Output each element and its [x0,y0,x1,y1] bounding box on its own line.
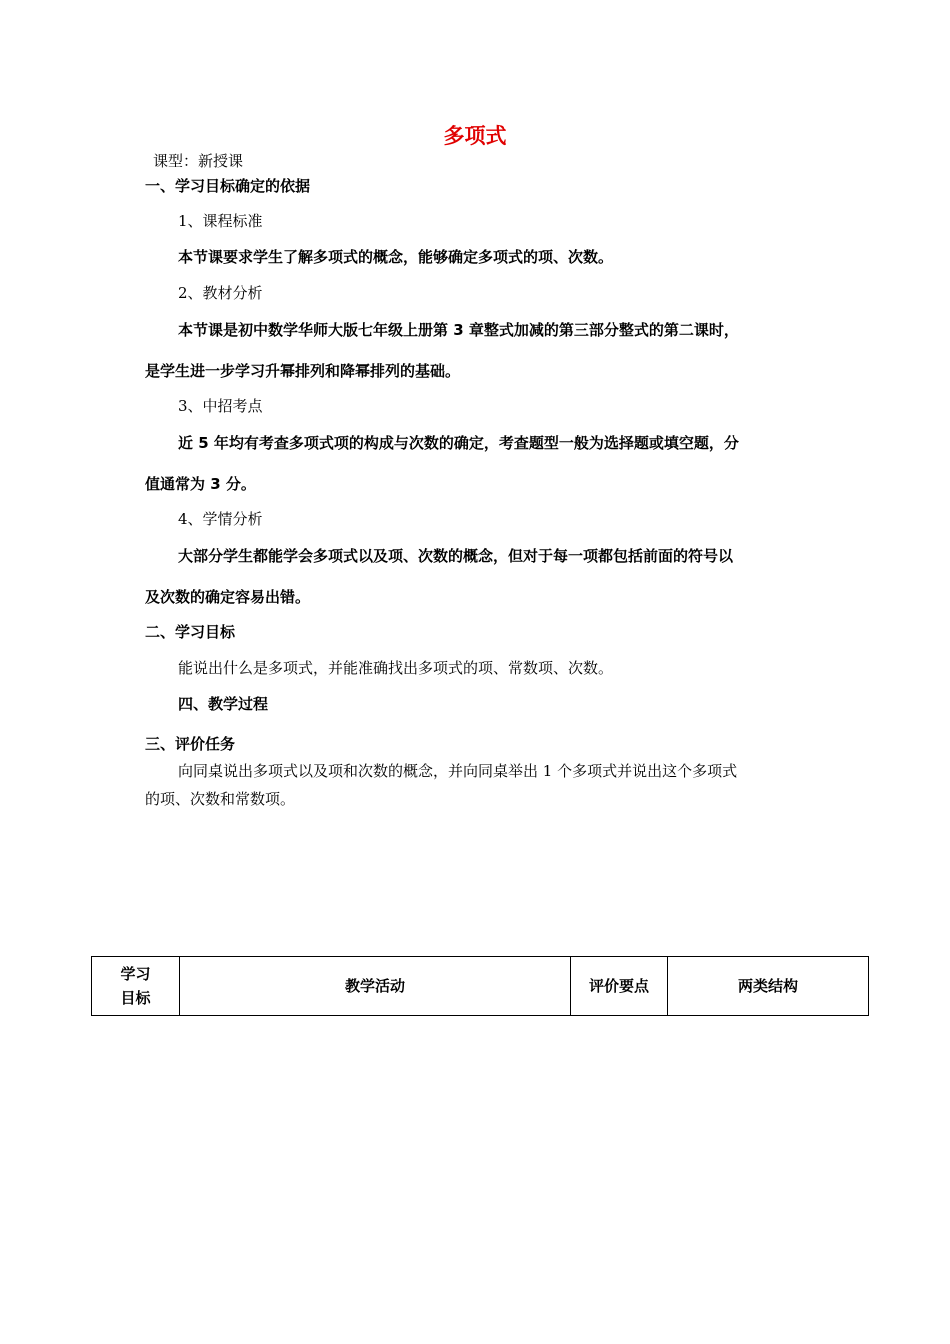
header-learning-goal: 学习 目标 [92,957,180,1016]
sub1-label: 1、课程标准 [178,212,263,230]
section1-heading: 一、学习目标确定的依据 [145,177,311,195]
section4-heading: 四、教学过程 [178,695,269,713]
sub1-text: 本节课要求学生了解多项式的概念，能够确定多项式的项、次数。 [178,248,614,266]
sub2-label: 2、教材分析 [178,284,263,302]
sub2-line2: 是学生进一步学习升幂排列和降幂排列的基础。 [145,362,461,380]
sub4-label: 4、学情分析 [178,510,263,528]
sub3-line1: 近 5 年均有考查多项式项的构成与次数的确定，考查题型一般为选择题或填空题，分 [178,434,739,452]
header-two-structures: 两类结构 [668,957,869,1016]
section3-line2: 的项、次数和常数项。 [145,790,296,808]
page-title: 多项式 [443,124,507,148]
section2-text: 能说出什么是多项式，并能准确找出多项式的项、常数项、次数。 [178,659,614,677]
header-teaching-activity: 教学活动 [180,957,571,1016]
course-type: 课型：新授课 [153,152,244,170]
sub4-line1: 大部分学生都能学会多项式以及项、次数的概念，但对于每一项都包括前面的符号以 [178,547,734,565]
sub2-line1: 本节课是初中数学华师大版七年级上册第 3 章整式加减的第三部分整式的第二课时， [178,321,739,339]
section2-heading: 二、学习目标 [145,623,236,641]
sub3-label: 3、中招考点 [178,397,263,415]
table-header-row [92,957,869,1016]
lesson-table [91,956,869,1016]
section3-heading: 三、评价任务 [145,735,236,753]
sub3-line2: 值通常为 3 分。 [145,475,256,493]
sub4-line2: 及次数的确定容易出错。 [145,588,311,606]
section3-line1: 向同桌说出多项式以及项和次数的概念，并向同桌举出 1 个多项式并说出这个多项式 [178,762,738,780]
header-evaluation-points: 评价要点 [571,957,668,1016]
